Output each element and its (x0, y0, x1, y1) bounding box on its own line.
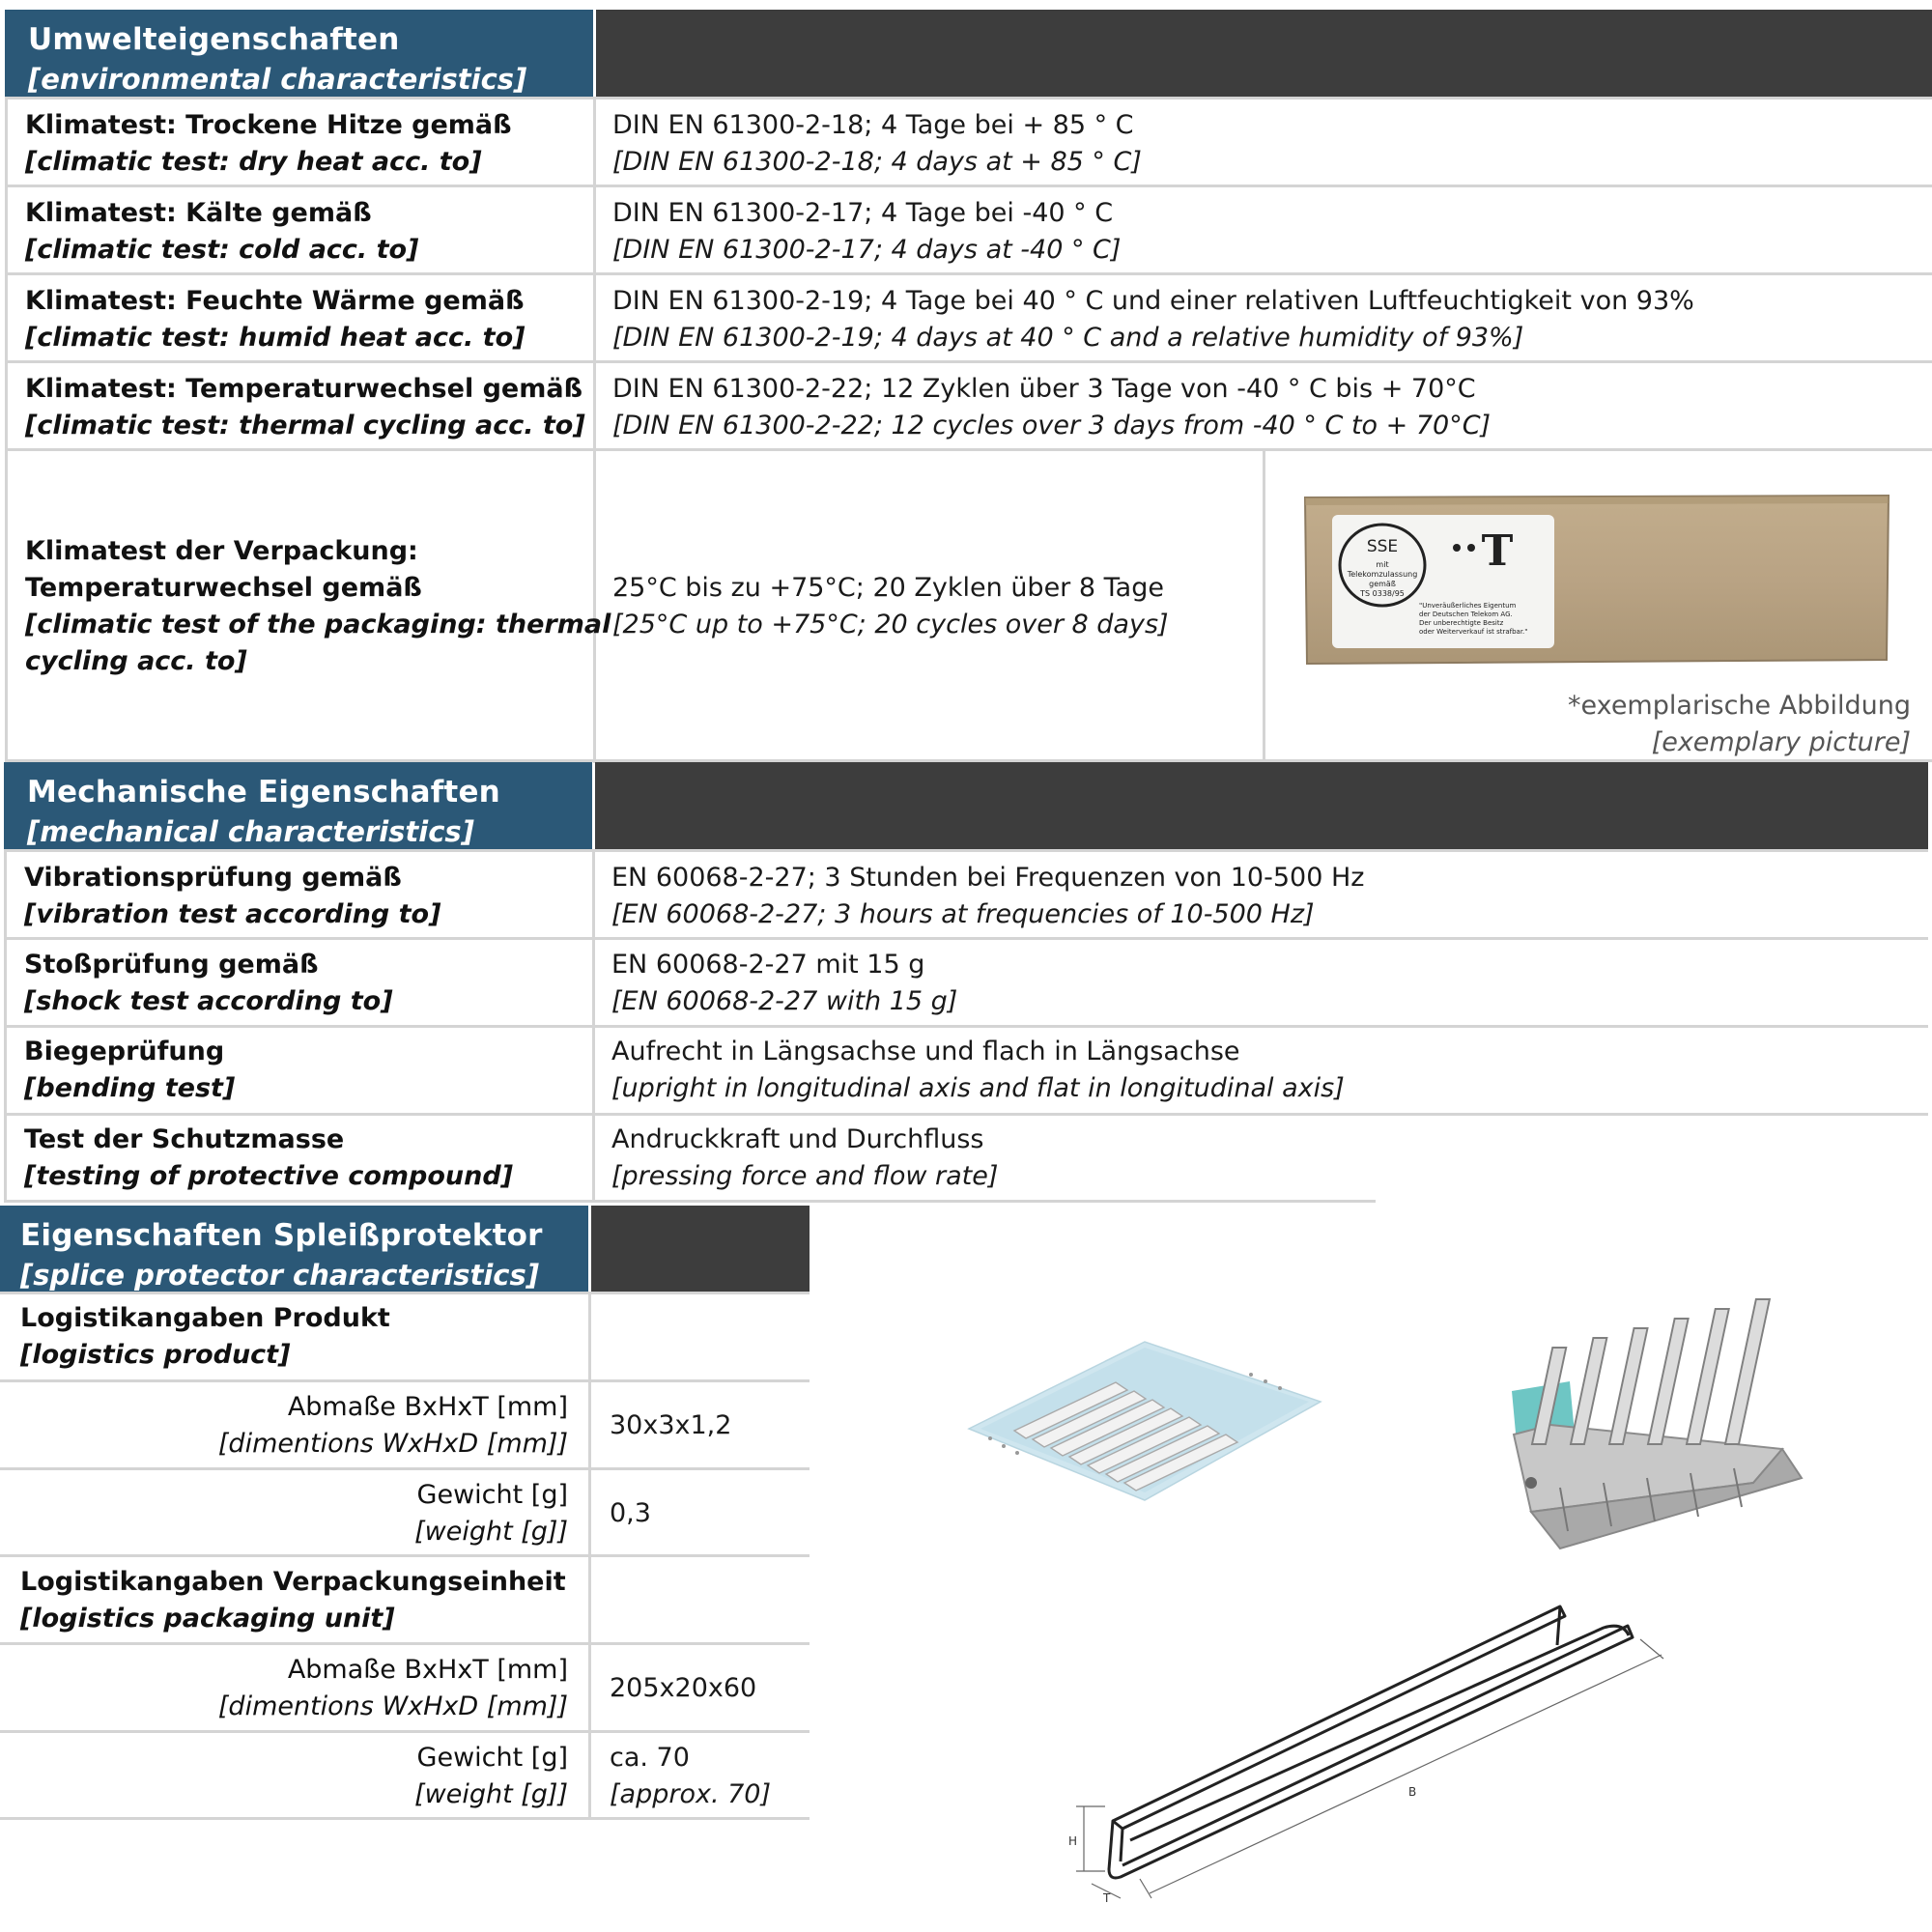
env-row-3-value: DIN EN 61300-2-19; 4 Tage bei 40 ° C und einer relativen Luftfeuchtigkeit von 93% [DIN EN 61300-2-19; 4 days at 40 ° C and a relative humidity of 93%] (612, 286, 1694, 353)
exemplary-picture-caption: *exemplarische Abbildung [exemplary picture] (1568, 691, 1911, 757)
dimension-h-label: H (1068, 1834, 1078, 1848)
mechanical-header-bar (595, 762, 1928, 849)
mech-row-3-value: Aufrecht in Längsachse und flach in Längsachse [upright in longitudinal axis and flat in longitudinal axis] (611, 1037, 1345, 1103)
label-text-1: "Unveräußerliches Eigentum (1419, 602, 1517, 610)
splice-product-weight-label: Gewicht [g] [weight [g]] (414, 1480, 568, 1547)
env-row-2-value: DIN EN 61300-2-17; 4 Tage bei -40 ° C [DIN EN 61300-2-17; 4 days at -40 ° C] (612, 198, 1122, 265)
seal-line-2: Telekomzulassung (1347, 570, 1418, 579)
environmental-header-subtitle: [environmental characteristics] (28, 63, 527, 96)
splice-packaging-weight-value: ca. 70 [approx. 70] (610, 1743, 772, 1809)
splice-protector-drawing (1063, 1599, 1681, 1908)
mech-row-4-value: Andruckkraft und Durchfluss [pressing force and flow rate] (611, 1124, 999, 1191)
mech-row-4-label: Test der Schutzmasse [testing of protective compound] (24, 1124, 513, 1191)
environmental-header (5, 10, 593, 97)
seal-line-1: mit (1376, 560, 1389, 569)
env-row-1-value: DIN EN 61300-2-18; 4 Tage bei + 85 ° C [DIN EN 61300-2-18; 4 days at + 85 ° C] (612, 110, 1142, 177)
mech-row-2-value: EN 60068-2-27 mit 15 g [EN 60068-2-27 with 15 g] (611, 950, 958, 1016)
env-row-2-label: Klimatest: Kälte gemäß [climatic test: cold acc. to] (25, 198, 419, 265)
cardboard-box-image (1299, 488, 1893, 671)
splice-protector-strip-image (961, 1338, 1328, 1507)
mech-row-3-label: Biegeprüfung [bending test] (24, 1037, 236, 1103)
splice-header-bar (591, 1206, 810, 1292)
splice-protector-holder-image (1492, 1290, 1816, 1555)
splice-header-subtitle: [splice protector characteristics] (20, 1259, 540, 1292)
mechanical-header (4, 762, 592, 849)
splice-header-title: Eigenschaften Spleißprotektor (20, 1218, 543, 1253)
env-row-3-label: Klimatest: Feuchte Wärme gemäß [climatic test: humid heat acc. to] (25, 286, 526, 353)
label-text-2: der Deutschen Telekom AG. (1419, 611, 1513, 618)
mech-row-1-value: EN 60068-2-27; 3 Stunden bei Frequenzen von 10-500 Hz [EN 60068-2-27; 3 hours at frequencies of 10-500 Hz] (611, 863, 1365, 929)
env-row-4-value: DIN EN 61300-2-22; 12 Zyklen über 3 Tage von -40 ° C bis + 70°C [DIN EN 61300-2-22; 12 cycles over 3 days from -40 ° C to + 70°C] (612, 374, 1492, 440)
env-row-1-label: Klimatest: Trockene Hitze gemäß [climatic test: dry heat acc. to] (25, 110, 512, 177)
environmental-header-bar (596, 10, 1932, 97)
env-packaging-label: Klimatest der Verpackung: Temperaturwechsel gemäß [climatic test of the packaging: thermal cycling acc. to] (25, 536, 611, 676)
splice-product-dims-label: Abmaße BxHxT [mm] [dimentions WxHxD [mm]] (217, 1392, 568, 1459)
mech-row-1-label: Vibrationsprüfung gemäß [vibration test according to] (24, 863, 441, 929)
splice-packaging-dims-value: 205x20x60 (610, 1673, 757, 1703)
label-text-4: oder Weiterverkauf ist strafbar." (1419, 628, 1528, 636)
dimension-t-label: T (1103, 1891, 1111, 1905)
env-packaging-value: 25°C bis zu +75°C; 20 Zyklen über 8 Tage [25°C up to +75°C; 20 cycles over 8 days] (612, 573, 1169, 639)
mechanical-header-subtitle: [mechanical characteristics] (27, 815, 474, 848)
dimension-b-label: B (1408, 1785, 1417, 1799)
label-text-3: Der unberechtigte Besitz (1419, 619, 1504, 627)
splice-product-dims-value: 30x3x1,2 (610, 1410, 732, 1440)
mechanical-header-title: Mechanische Eigenschaften (27, 775, 500, 810)
splice-product-label: Logistikangaben Produkt [logistics product] (20, 1303, 390, 1370)
splice-packaging-unit-label: Logistikangaben Verpackungseinheit [logistics packaging unit] (20, 1567, 566, 1634)
seal-title: SSE (1366, 537, 1399, 556)
seal-line-3: gemäß (1369, 580, 1396, 588)
mech-row-2-label: Stoßprüfung gemäß [shock test according to] (24, 950, 393, 1016)
splice-header (0, 1206, 588, 1292)
telekom-logo-icon: T (1481, 526, 1514, 576)
splice-packaging-weight-label: Gewicht [g] [weight [g]] (414, 1743, 568, 1809)
seal-line-4: TS 0338/95 (1360, 589, 1405, 598)
splice-product-weight-value: 0,3 (610, 1498, 651, 1528)
env-row-4-label: Klimatest: Temperaturwechsel gemäß [climatic test: thermal cycling acc. to] (25, 374, 585, 440)
splice-packaging-dims-label: Abmaße BxHxT [mm] [dimentions WxHxD [mm]] (217, 1655, 568, 1721)
environmental-header-title: Umwelteigenschaften (28, 22, 400, 57)
